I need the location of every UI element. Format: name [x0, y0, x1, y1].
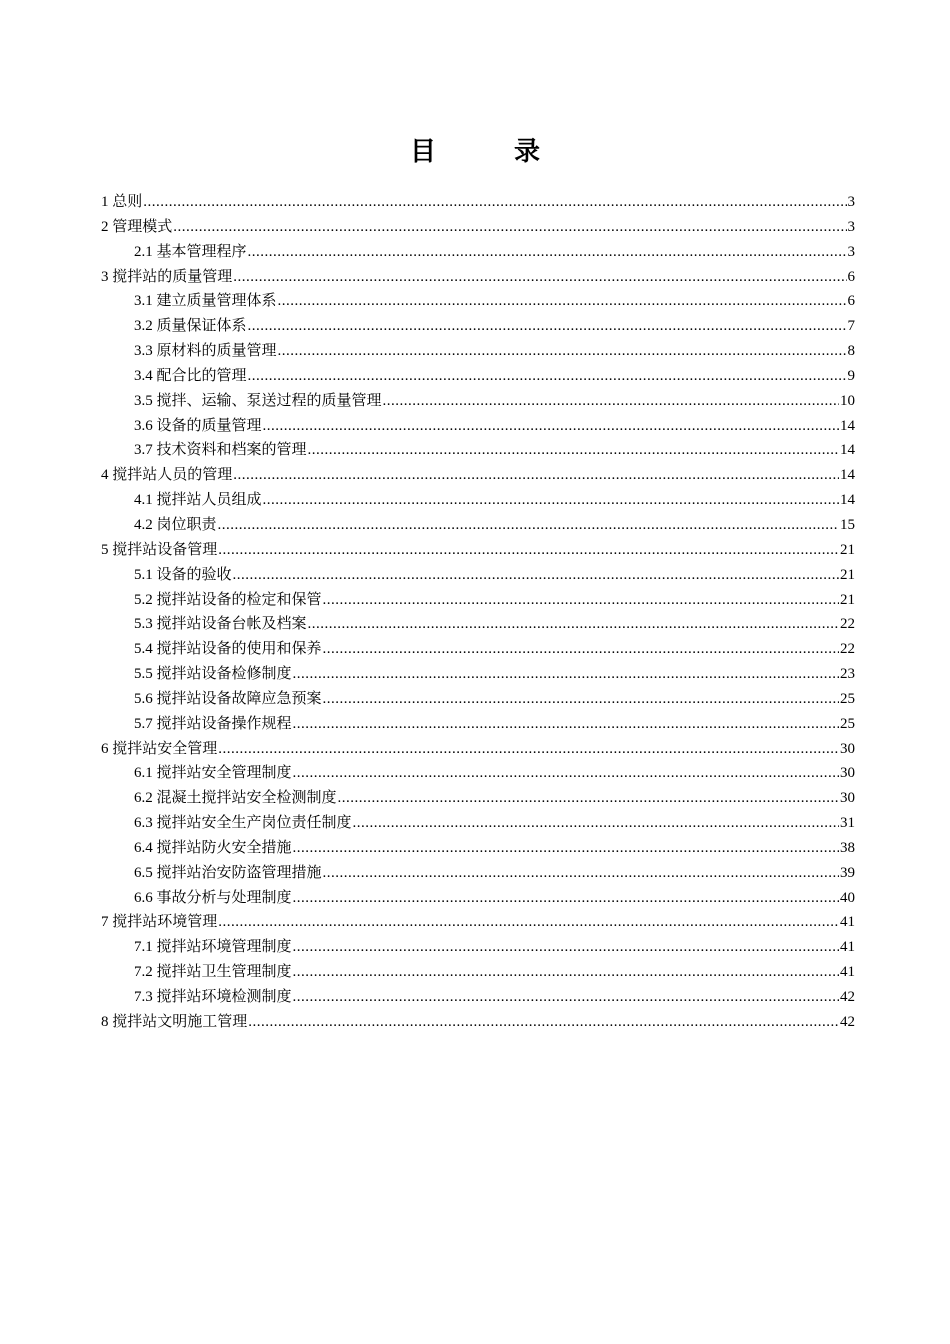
toc-entry-label: 6.3 搅拌站安全生产岗位责任制度: [134, 815, 352, 832]
toc-entry[interactable]: [101, 488, 855, 513]
dot-leader: [278, 289, 847, 314]
toc-entry[interactable]: [101, 786, 855, 811]
toc-entry-page-number: 41: [840, 914, 855, 931]
toc-entry-label: 6.4 搅拌站防火安全措施: [134, 839, 292, 856]
toc-entry-page-number: 42: [840, 1013, 855, 1030]
toc-entry-label: 4.1 搅拌站人员组成: [134, 492, 262, 509]
toc-entry-label: 2 管理模式: [101, 218, 173, 235]
toc-entry[interactable]: [101, 886, 855, 911]
dot-leader: [218, 737, 839, 762]
toc-entry[interactable]: [101, 737, 855, 762]
toc-entry-label: 4.2 岗位职责: [134, 516, 217, 533]
toc-entry[interactable]: [101, 935, 855, 960]
dot-leader: [263, 414, 839, 439]
dot-leader: [293, 836, 839, 861]
toc-entry-page-number: 41: [840, 964, 855, 981]
toc-entry[interactable]: [101, 289, 855, 314]
table-of-contents: [101, 190, 855, 1035]
dot-leader: [248, 240, 847, 265]
toc-entry-page-number: 40: [840, 889, 855, 906]
dot-leader: [218, 538, 839, 563]
toc-entry-label: 5.3 搅拌站设备台帐及档案: [134, 616, 307, 633]
toc-entry-label: 5.5 搅拌站设备检修制度: [134, 666, 292, 683]
toc-entry-label: 5.2 搅拌站设备的检定和保管: [134, 591, 322, 608]
dot-leader: [383, 389, 839, 414]
toc-entry-label: 6.5 搅拌站治安防盗管理措施: [134, 864, 322, 881]
toc-entry-page-number: 25: [840, 715, 855, 732]
toc-entry[interactable]: [101, 265, 855, 290]
toc-entry-label: 6.6 事故分析与处理制度: [134, 889, 292, 906]
dot-leader: [233, 563, 839, 588]
dot-leader: [293, 960, 839, 985]
toc-entry-page-number: 41: [840, 939, 855, 956]
toc-entry-label: 7.2 搅拌站卫生管理制度: [134, 964, 292, 981]
dot-leader: [293, 761, 839, 786]
dot-leader: [143, 190, 846, 215]
dot-leader: [218, 910, 839, 935]
toc-entry-label: 5.7 搅拌站设备操作规程: [134, 715, 292, 732]
dot-leader: [248, 1010, 839, 1035]
toc-entry[interactable]: [101, 712, 855, 737]
toc-entry-label: 3.3 原材料的质量管理: [134, 343, 277, 360]
toc-entry[interactable]: [101, 463, 855, 488]
dot-leader: [263, 488, 839, 513]
toc-entry-label: 3.7 技术资料和档案的管理: [134, 442, 307, 459]
toc-entry[interactable]: [101, 314, 855, 339]
toc-entry-label: 3 搅拌站的质量管理: [101, 268, 233, 285]
toc-entry[interactable]: [101, 538, 855, 563]
toc-entry-label: 7 搅拌站环境管理: [101, 914, 218, 931]
dot-leader: [233, 265, 846, 290]
toc-entry-page-number: 22: [840, 641, 855, 658]
toc-entry-label: 5.6 搅拌站设备故障应急预案: [134, 690, 322, 707]
toc-entry[interactable]: [101, 761, 855, 786]
toc-entry[interactable]: [101, 662, 855, 687]
toc-entry[interactable]: [101, 389, 855, 414]
dot-leader: [278, 339, 847, 364]
toc-entry[interactable]: [101, 960, 855, 985]
dot-leader: [233, 463, 839, 488]
toc-entry-page-number: 23: [840, 666, 855, 683]
toc-entry-label: 3.1 建立质量管理体系: [134, 293, 277, 310]
toc-entry[interactable]: [101, 438, 855, 463]
dot-leader: [353, 811, 839, 836]
toc-entry-page-number: 14: [840, 492, 855, 509]
toc-entry-label: 8 搅拌站文明施工管理: [101, 1013, 248, 1030]
toc-entry-page-number: 21: [840, 591, 855, 608]
toc-entry[interactable]: [101, 1010, 855, 1035]
toc-entry-page-number: 42: [840, 989, 855, 1005]
toc-entry-page-number: 21: [840, 566, 855, 583]
toc-entry-page-number: 14: [840, 467, 855, 484]
toc-entry-label: 1 总则: [101, 194, 143, 210]
toc-entry-page-number: 9: [847, 367, 855, 384]
toc-entry[interactable]: [101, 339, 855, 364]
toc-entry[interactable]: [101, 190, 855, 215]
toc-entry-page-number: 31: [840, 815, 855, 832]
toc-entry-label: 2.1 基本管理程序: [134, 243, 247, 260]
dot-leader: [308, 438, 839, 463]
toc-entry[interactable]: [101, 612, 855, 637]
toc-entry[interactable]: [101, 513, 855, 538]
toc-entry-page-number: 14: [840, 417, 855, 434]
dot-leader: [323, 637, 839, 662]
toc-entry-label: 5.1 设备的验收: [134, 566, 232, 583]
toc-entry[interactable]: [101, 861, 855, 886]
dot-leader: [308, 612, 839, 637]
dot-leader: [323, 861, 839, 886]
dot-leader: [293, 985, 839, 1010]
dot-leader: [323, 588, 839, 613]
toc-entry-label: 5 搅拌站设备管理: [101, 541, 218, 558]
toc-entry[interactable]: [101, 985, 855, 1010]
toc-entry-page-number: 30: [840, 790, 855, 807]
toc-entry[interactable]: [101, 240, 855, 265]
toc-title: 目 录: [409, 137, 566, 166]
toc-entry[interactable]: [101, 910, 855, 935]
toc-entry-label: 6.1 搅拌站安全管理制度: [134, 765, 292, 782]
toc-entry-page-number: 14: [840, 442, 855, 459]
toc-entry-label: 3.4 配合比的管理: [134, 367, 247, 384]
dot-leader: [293, 886, 839, 911]
toc-entry-label: 7.3 搅拌站环境检测制度: [134, 989, 292, 1005]
toc-entry[interactable]: [101, 588, 855, 613]
toc-entry-label: 7.1 搅拌站环境管理制度: [134, 939, 292, 956]
toc-entry-page-number: 7: [847, 318, 855, 335]
toc-entry[interactable]: [101, 836, 855, 861]
toc-entry-page-number: 39: [840, 864, 855, 881]
dot-leader: [248, 314, 847, 339]
toc-entry-page-number: 10: [840, 392, 855, 409]
dot-leader: [293, 712, 839, 737]
toc-entry-label: 3.6 设备的质量管理: [134, 417, 262, 434]
toc-entry-page-number: 3: [847, 194, 855, 210]
toc-entry[interactable]: [101, 414, 855, 439]
dot-leader: [338, 786, 839, 811]
toc-entry[interactable]: [101, 687, 855, 712]
toc-entry[interactable]: [101, 811, 855, 836]
toc-entry-page-number: 30: [840, 740, 855, 757]
toc-entry-page-number: 22: [840, 616, 855, 633]
dot-leader: [248, 364, 847, 389]
toc-entry-page-number: 8: [847, 343, 855, 360]
dot-leader: [218, 513, 839, 538]
toc-entry-page-number: 15: [840, 516, 855, 533]
toc-entry-page-number: 3: [847, 243, 855, 260]
toc-entry-page-number: 38: [840, 839, 855, 856]
toc-entry-label: 5.4 搅拌站设备的使用和保养: [134, 641, 322, 658]
toc-entry-label: 3.2 质量保证体系: [134, 318, 247, 335]
toc-entry-label: 6.2 混凝土搅拌站安全检测制度: [134, 790, 337, 807]
dot-leader: [323, 687, 839, 712]
toc-entry-page-number: 21: [840, 541, 855, 558]
toc-entry[interactable]: [101, 364, 855, 389]
toc-entry[interactable]: [101, 637, 855, 662]
dot-leader: [293, 662, 839, 687]
dot-leader: [293, 935, 839, 960]
toc-entry[interactable]: [101, 563, 855, 588]
toc-entry[interactable]: [101, 215, 855, 240]
toc-entry-label: 6 搅拌站安全管理: [101, 740, 218, 757]
dot-leader: [173, 215, 846, 240]
toc-entry-page-number: 30: [840, 765, 855, 782]
toc-entry-page-number: 6: [847, 293, 855, 310]
toc-entry-page-number: 3: [847, 218, 855, 235]
toc-entry-page-number: 6: [847, 268, 855, 285]
toc-entry-page-number: 25: [840, 690, 855, 707]
toc-entry-label: 3.5 搅拌、运输、泵送过程的质量管理: [134, 392, 382, 409]
toc-entry-label: 4 搅拌站人员的管理: [101, 467, 233, 484]
